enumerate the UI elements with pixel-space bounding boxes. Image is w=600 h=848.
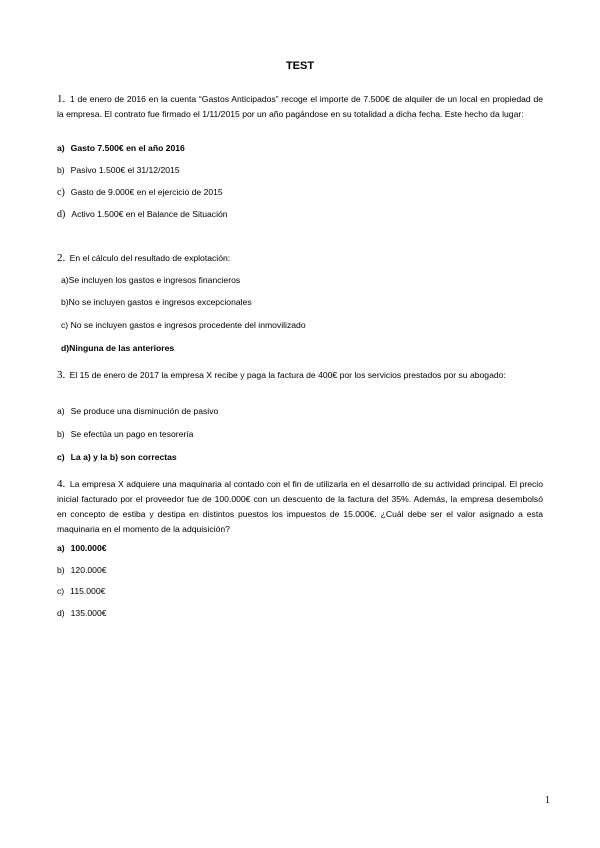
question-2-option-d: [61, 342, 174, 354]
option-text: Pasivo 1.500€ el 31/12/2015: [70, 165, 180, 175]
question-3-option-b: [57, 428, 193, 440]
question-4-option-d: [57, 607, 107, 619]
option-text: Se efectúa un pago en tesorería: [70, 429, 194, 439]
option-letter: a): [57, 143, 65, 153]
option-letter: c): [57, 452, 65, 462]
option-text: 115.000€: [70, 586, 106, 596]
option-letter: d): [57, 209, 66, 220]
option-letter: a): [57, 406, 65, 416]
question-4-option-b: [57, 564, 107, 576]
question-1-option-b: [57, 164, 180, 176]
question-1-option-a: [57, 142, 185, 154]
option-text: Gasto de 9.000€ en el ejercicio de 2015: [70, 187, 223, 197]
question-2-option-b: [61, 296, 252, 308]
question-text: La empresa X adquiere una maquinaria al contado con el fin de utilizarla en el desarrollo de su actividad principal. El precio inicial facturado por el proveedor fue de 100.000€ con un descuento de la factura del 35%. Además, la empresa desembolsó en concepto de estiba y destipa en distintos puestos los impuestos de 15.000€. ¿Cuál debe ser el valor asignado a esta maquinaria en el momento de la adquisición?: [57, 479, 544, 534]
question-1-option-d: [57, 208, 228, 221]
option-letter: d): [57, 608, 65, 618]
option-text: Se incluyen los gastos e ingresos financieros: [68, 275, 241, 285]
page-title: TEST: [285, 60, 315, 72]
option-text: La a) y la b) son correctas: [70, 452, 177, 462]
option-text: Gasto 7.500€ en el año 2016: [70, 143, 185, 153]
question-number: 3.: [57, 369, 66, 381]
question-3-option-a: [57, 405, 218, 417]
option-text: Se produce una disminución de pasivo: [70, 406, 219, 416]
question-4-option-a: [57, 542, 107, 554]
question-2: [57, 251, 543, 266]
option-letter: b): [57, 565, 65, 575]
option-text: No se incluyen gastos e ingresos procedente del inmovilizado: [70, 320, 306, 330]
option-letter: b): [57, 429, 65, 439]
option-letter: a): [61, 275, 69, 285]
question-text: El 15 de enero de 2017 la empresa X recibe y paga la factura de 400€ por los servicios prestados por su abogado:: [69, 370, 506, 380]
option-letter: c): [57, 187, 65, 198]
question-2-option-a: [61, 274, 240, 286]
question-number: 2.: [57, 252, 66, 264]
question-3-option-c: [57, 451, 177, 463]
question-text: 1 de enero de 2016 en la cuenta “Gastos Anticipados” recoge el importe de 7.500€ de alquiler de un local en propiedad de la empresa. El contrato fue firmado el 1/11/2015 por un año pagándose en su totalidad a dicha fecha. Este hecho da lugar:: [57, 94, 544, 119]
question-3: [57, 368, 543, 383]
option-text: No se incluyen gastos e ingresos excepcionales: [68, 297, 252, 307]
question-1-option-c: [57, 186, 223, 199]
question-1: [57, 92, 543, 122]
question-4: [57, 477, 543, 537]
page-number: 1: [545, 795, 550, 806]
option-letter: c): [57, 586, 65, 596]
option-text: 120.000€: [70, 565, 107, 575]
option-text: 100.000€: [70, 543, 107, 553]
option-letter: b): [57, 165, 65, 175]
option-letter: a): [57, 543, 65, 553]
question-number: 4.: [57, 478, 66, 490]
option-letter: b): [61, 297, 69, 307]
question-2-option-c: [61, 319, 306, 331]
option-text: Ninguna de las anteriores: [69, 343, 175, 353]
option-text: Activo 1.500€ en el Balance de Situación: [71, 209, 228, 219]
question-number: 1.: [57, 93, 66, 105]
option-letter: d): [61, 343, 70, 353]
option-text: 135.000€: [70, 608, 107, 618]
question-4-option-c: [57, 585, 105, 597]
question-text: En el cálculo del resultado de explotación:: [69, 253, 231, 263]
option-letter: c): [61, 320, 69, 330]
